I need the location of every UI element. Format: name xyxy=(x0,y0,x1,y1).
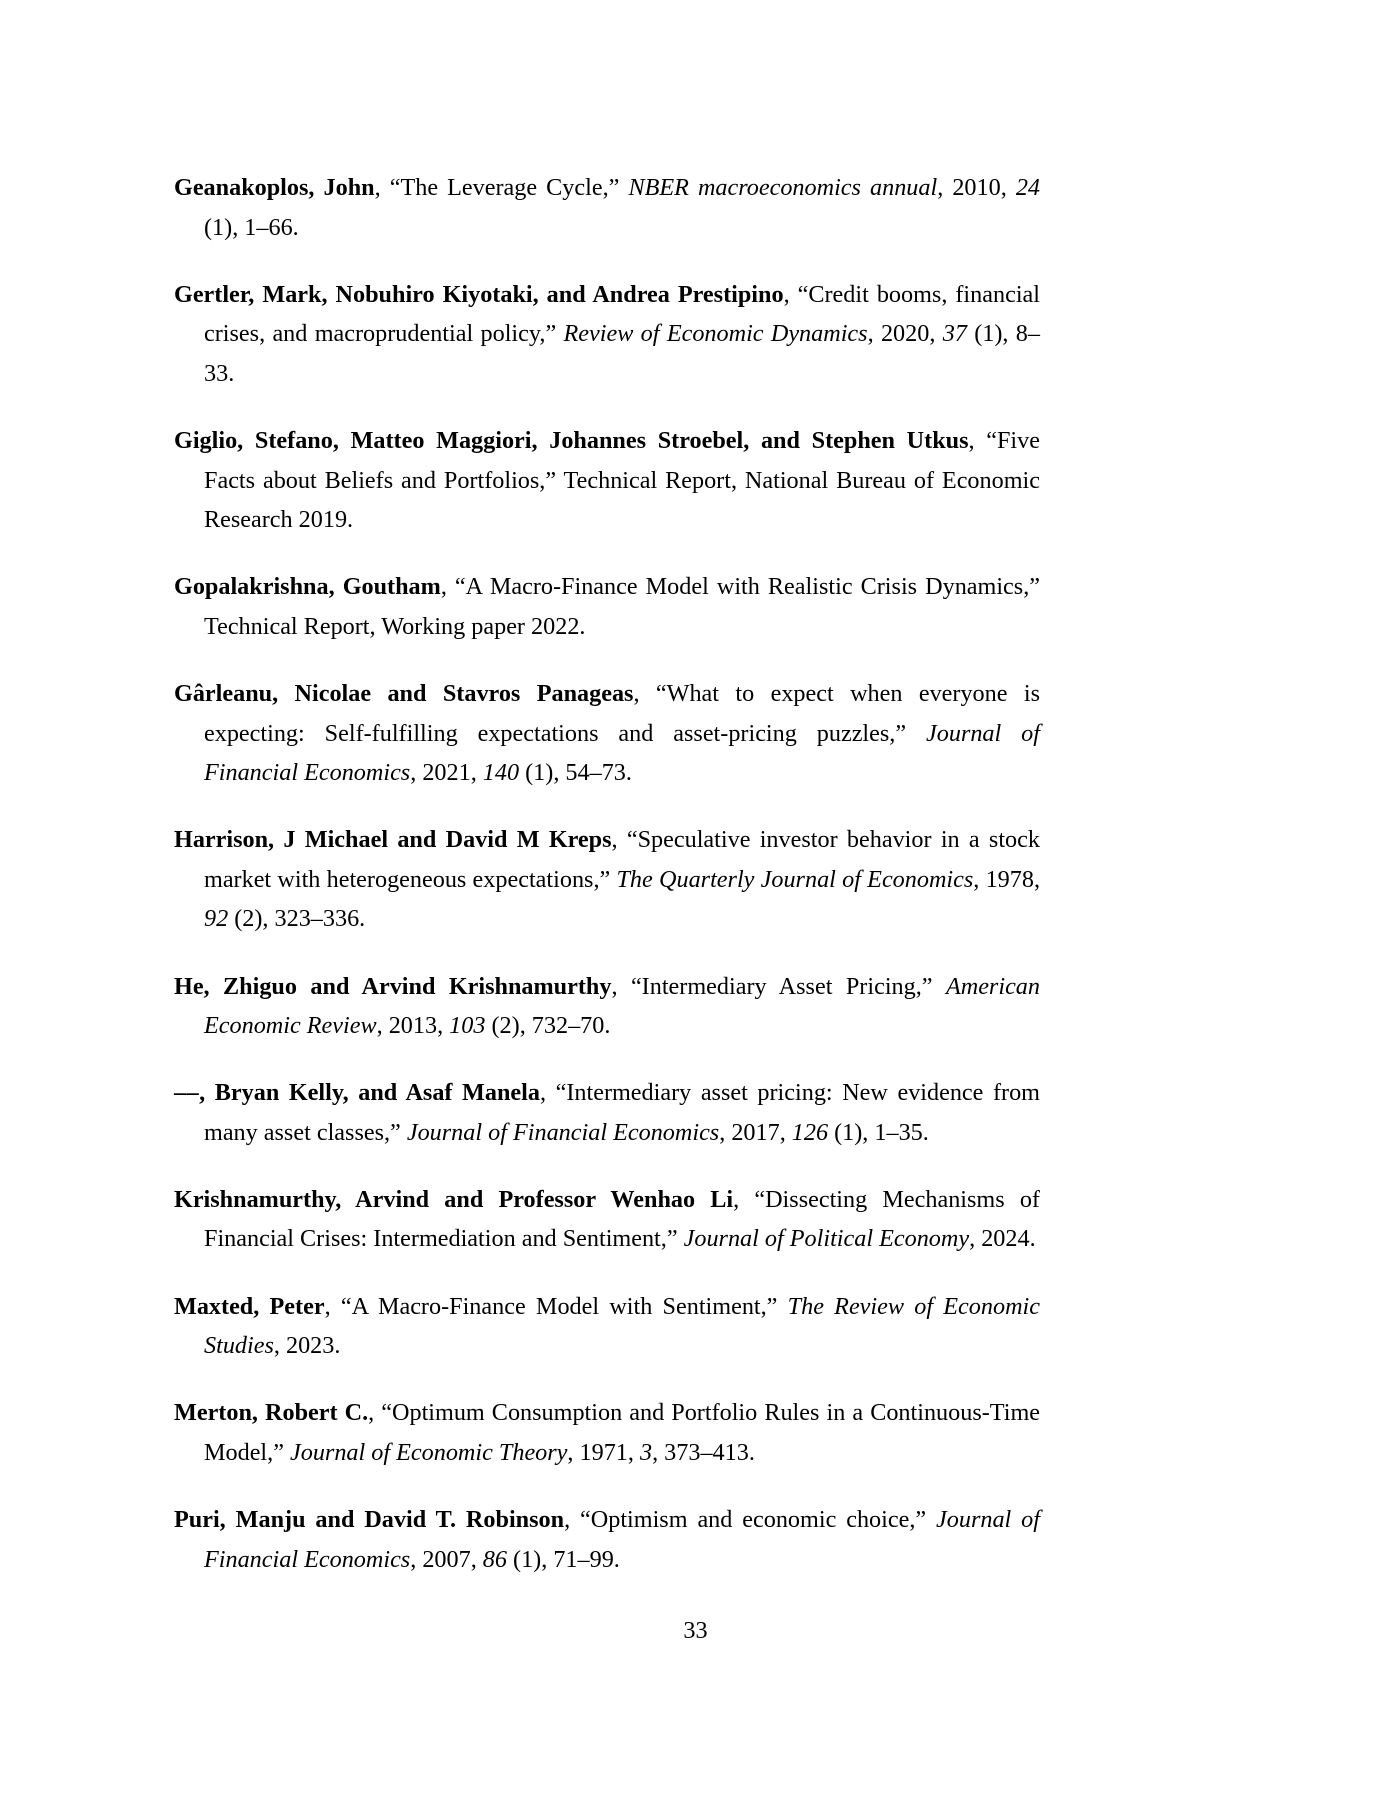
reference-title: , “Intermediary asset pricing: New evidence from many asset classes,” xyxy=(204,1079,1040,1146)
reference-authors: Gertler, Mark, Nobuhiro Kiyotaki, and Andrea Prestipino xyxy=(174,280,784,308)
reference-year: , 2021, xyxy=(410,759,483,787)
reference-entry-merton xyxy=(174,1393,1040,1472)
reference-title: , “Credit booms, financial crises, and macroprudential policy,” xyxy=(204,280,1040,348)
reference-pages: (1), 71–99. xyxy=(506,1545,620,1573)
reference-authors: Gopalakrishna, Goutham xyxy=(174,573,441,601)
reference-journal: American Economic Review xyxy=(204,972,1040,1040)
reference-volume: 37 xyxy=(942,320,967,348)
page-number: 33 xyxy=(683,1617,708,1644)
reference-volume: 86 xyxy=(482,1545,507,1573)
reference-authors: Puri, Manju and David T. Robinson xyxy=(174,1505,565,1533)
reference-year: , 2007, xyxy=(410,1545,483,1573)
reference-authors: , Bryan Kelly, and Asaf Manela xyxy=(199,1079,540,1107)
reference-authors: Geanakoplos, John xyxy=(174,174,375,201)
reference-journal: Journal of Financial Economics xyxy=(204,1505,1040,1573)
reference-entry-krishnamurthy-li xyxy=(174,1180,1040,1259)
reference-pages: , 373–413. xyxy=(652,1438,755,1466)
reference-pages: (2), 323–336. xyxy=(228,905,366,933)
reference-entry-harrison xyxy=(174,820,1040,939)
reference-title: , “A Macro-Finance Model with Sentiment,” xyxy=(324,1292,788,1320)
reference-title: , “A Macro-Finance Model with Realistic Crisis Dynamics,” Technical Report, Working paper 2022. xyxy=(204,573,1040,640)
reference-entry-gopalakrishna xyxy=(174,567,1040,646)
reference-volume: 3 xyxy=(639,1438,653,1466)
reference-authors: Maxted, Peter xyxy=(174,1292,325,1320)
reference-pages: (1), 8–33. xyxy=(204,320,1040,387)
reference-title: , “Intermediary Asset Pricing,” xyxy=(611,972,946,1000)
reference-journal: Review of Economic Dynamics xyxy=(563,320,868,348)
reference-title: , “Optimum Consumption and Portfolio Rules in a Continuous-Time Model,” xyxy=(204,1399,1040,1466)
reference-volume: 140 xyxy=(482,759,520,787)
repeated-author-dash: –– xyxy=(174,1079,200,1107)
reference-year: , 2020, xyxy=(867,320,943,348)
reference-entry-garleanu xyxy=(174,674,1040,793)
reference-year: , 1971, xyxy=(567,1438,640,1466)
reference-journal: Journal of Financial Economics xyxy=(204,719,1040,787)
reference-journal: The Quarterly Journal of Economics xyxy=(616,865,974,893)
reference-title: , “The Leverage Cycle,” xyxy=(374,174,629,201)
reference-year: , 2017, xyxy=(719,1118,792,1146)
reference-authors: Giglio, Stefano, Matteo Maggiori, Johannes Stroebel, and Stephen Utkus xyxy=(174,426,969,454)
reference-journal: NBER macroeconomics annual xyxy=(628,174,938,201)
reference-entry-geanakoplos xyxy=(174,168,1040,247)
reference-authors: Merton, Robert C. xyxy=(174,1399,369,1427)
reference-authors: He, Zhiguo and Arvind Krishnamurthy xyxy=(174,972,612,1000)
reference-journal: Journal of Political Economy xyxy=(683,1225,970,1253)
reference-authors: Harrison, J Michael and David M Kreps xyxy=(174,826,612,854)
reference-year: , 1978, xyxy=(973,865,1041,893)
reference-entry-he-kelly-manela xyxy=(174,1073,1040,1152)
reference-title: , “Five Facts about Beliefs and Portfolios,” Technical Report, National Bureau of Economic Research 2019. xyxy=(204,426,1040,534)
reference-pages: (1), 1–66. xyxy=(204,213,299,241)
reference-title: , “Dissecting Mechanisms of Financial Crises: Intermediation and Sentiment,” xyxy=(204,1185,1040,1253)
reference-journal: Journal of Economic Theory xyxy=(289,1438,568,1466)
reference-title: , “Speculative investor behavior in a stock market with heterogeneous expectations,” xyxy=(204,826,1040,893)
reference-authors: Gârleanu, Nicolae and Stavros Panageas xyxy=(174,679,634,707)
reference-entry-puri xyxy=(174,1500,1040,1579)
reference-journal: The Review of Economic Studies xyxy=(204,1292,1040,1360)
reference-year: , 2024. xyxy=(969,1225,1036,1253)
reference-year: , 2010, xyxy=(937,174,1016,201)
reference-authors: Krishnamurthy, Arvind and Professor Wenhao Li xyxy=(174,1185,734,1213)
reference-pages: (2), 732–70. xyxy=(485,1012,611,1040)
reference-volume: 92 xyxy=(204,905,229,933)
reference-entry-maxted xyxy=(174,1287,1040,1366)
reference-year: , 2013, xyxy=(376,1012,450,1040)
reference-entry-gertler xyxy=(174,275,1040,394)
reference-title: , “What to expect when everyone is expecting: Self-fulfilling expectations and asset-pricing puzzles,” xyxy=(204,679,1040,747)
reference-volume: 126 xyxy=(791,1118,829,1146)
reference-volume: 24 xyxy=(1015,174,1041,201)
reference-year: , 2023. xyxy=(273,1332,341,1360)
reference-list xyxy=(174,168,1040,1579)
reference-volume: 103 xyxy=(449,1012,486,1040)
reference-journal: Journal of Financial Economics xyxy=(406,1118,720,1146)
reference-title: , “Optimism and economic choice,” xyxy=(564,1505,937,1533)
reference-pages: (1), 54–73. xyxy=(519,759,632,787)
reference-pages: (1), 1–35. xyxy=(828,1118,929,1146)
reference-entry-he-krishnamurthy xyxy=(174,967,1040,1046)
reference-entry-giglio xyxy=(174,421,1040,540)
